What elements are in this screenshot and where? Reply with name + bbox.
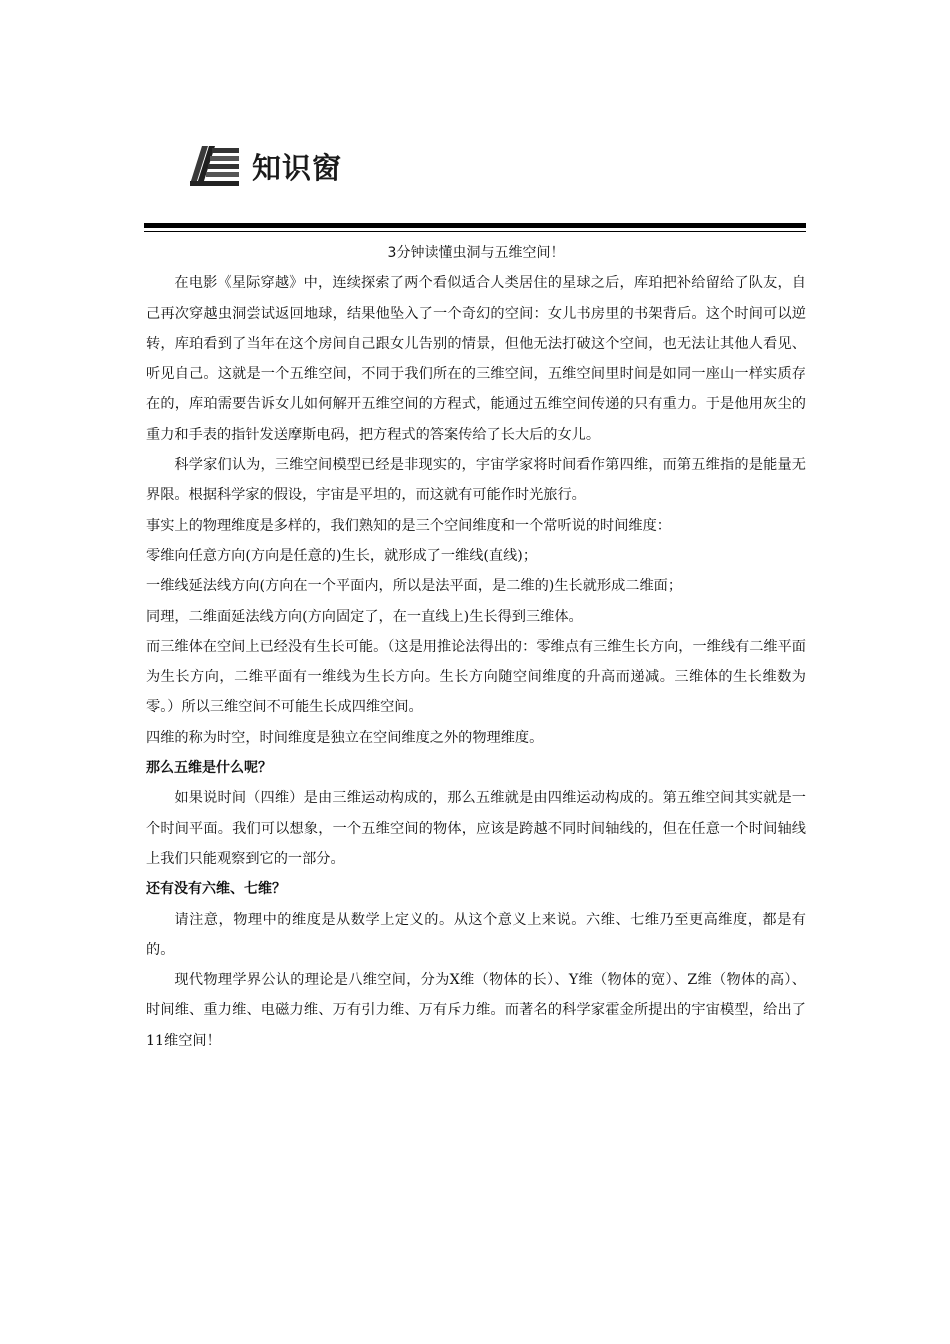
- line-5: 而三维体在空间上已经没有生长可能。（这是用推论法得出的：零维点有三维生长方向，一维线有二维平面为生长方向，二维平面有一维线为生长方向。生长方向随空间维度的升高而递减。三维体的生长维数为零。）所以三维空间不可能生长成四维空间。: [146, 638, 806, 716]
- subheading-five-dimensions: 那么五维是什么呢？: [146, 760, 272, 777]
- line-2: 零维向任意方向(方向是任意的)生长，就形成了一维线(直线)；: [146, 547, 538, 564]
- line-3: 一维线延法线方向(方向在一个平面内，所以是法平面，是二维的)生长就形成二维面；: [146, 578, 683, 595]
- books-icon: [188, 144, 240, 188]
- paragraph-5: 现代物理学界公认的理论是八维空间，分为X维（物体的长）、Y维（物体的宽）、Z维（物体的高）、时间维、重力维、电磁力维、万有引力维、万有斥力维。而著名的科学家霍金所提出的宇宙模型，给出了11维空间！: [146, 972, 806, 1049]
- paragraph-3: 如果说时间（四维）是由三维运动构成的，那么五维就是由四维运动构成的。第五维空间其实就是一个时间平面。我们可以想象，一个五维空间的物体，应该是跨越不同时间轴线的，但在任意一个时间轴线上我们只能观察到它的一部分。: [146, 790, 806, 867]
- paragraph-1: 在电影《星际穿越》中，连续探索了两个看似适合人类居住的星球之后，库珀把补给留给了队友，自己再次穿越虫洞尝试返回地球，结果他坠入了一个奇幻的空间：女儿书房里的书架背后。这个时间可以逆转，库珀看到了当年在这个房间自己跟女儿告别的情景，但他无法打破这个空间，也无法让其他人看见、听见自己。这就是一个五维空间，不同于我们所在的三维空间，五维空间里时间是如同一座山一样实质存在的，库珀需要告诉女儿如何解开五维空间的方程式，能通过五维空间传递的只有重力。于是他用灰尘的重力和手表的指针发送摩斯电码，把方程式的答案传给了长大后的女儿。: [146, 275, 806, 443]
- line-6: 四维的称为时空，时间维度是独立在空间维度之外的物理维度。: [146, 729, 544, 746]
- section-title: 知识窗: [252, 150, 343, 185]
- line-1: 事实上的物理维度是多样的，我们熟知的是三个空间维度和一个常听说的时间维度：: [146, 517, 671, 534]
- subheading-six-seven-dimensions: 还有没有六维、七维？: [146, 881, 286, 898]
- article-body: [146, 238, 806, 1056]
- header-divider-thin: [144, 231, 806, 232]
- paragraph-4: 请注意，物理中的维度是从数学上定义的。从这个意义上来说。六维、七维乃至更高维度，都是有的。: [146, 911, 806, 958]
- article-title: 3分钟读懂虫洞与五维空间！: [387, 245, 565, 261]
- header-divider-thick: [144, 223, 806, 228]
- paragraph-2: 科学家们认为，三维空间模型已经是非现实的，宇宙学家将时间看作第四维，而第五维指的是能量无界限。根据科学家的假设，宇宙是平坦的，而这就有可能作时光旅行。: [146, 457, 806, 504]
- section-header: [188, 143, 342, 189]
- line-4: 同理，二维面延法线方向(方向固定了，在一直线上)生长得到三维体。: [146, 608, 583, 625]
